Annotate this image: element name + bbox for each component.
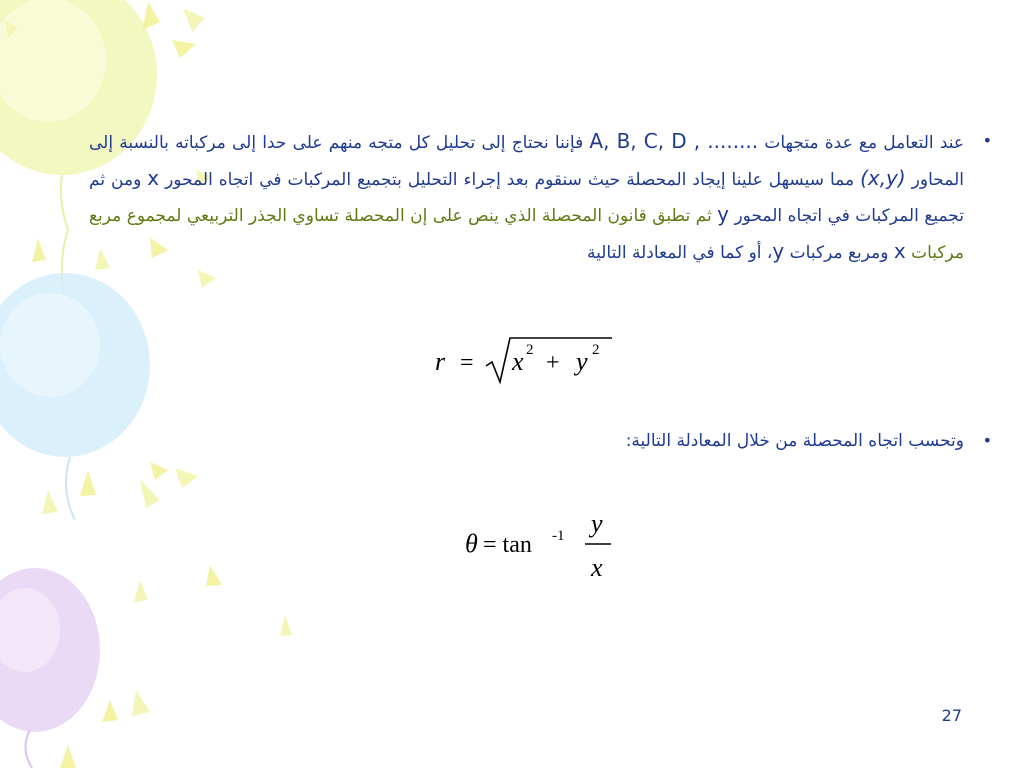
page-number: 27: [941, 706, 962, 725]
bullet1-text-1: عند التعامل مع عدة متجهات: [758, 133, 965, 153]
formula-r-y-exp: 2: [592, 342, 600, 358]
bullet-paragraph-direction: [89, 424, 992, 459]
formula-r-y: y: [576, 347, 588, 376]
axis-y-label-2: y: [772, 238, 785, 263]
bullet2-text: وتحسب اتجاه المحصلة من خلال المعادلة التالية:: [625, 431, 964, 451]
bullet1-text-6: ومربع مركبات: [784, 242, 894, 263]
vector-list: A, B, C, D , ........: [589, 129, 759, 153]
axis-y-label: y: [717, 202, 730, 226]
axis-x-label-2: x: [893, 238, 906, 263]
bullet-dot: •: [982, 131, 992, 150]
bullet1-text-4: ومن ثم تجميع المركبات في اتجاه المحور: [89, 169, 964, 226]
formula-r-lhs: r: [435, 347, 446, 376]
formula-r-equals: =: [460, 350, 474, 376]
formula-theta-numerator: y: [591, 510, 603, 538]
bullet1-text-7: ، أو كما في المعادلة التالية: [586, 242, 773, 263]
bullet-paragraph-vectors: [89, 124, 992, 270]
direction-formula: [463, 510, 623, 590]
formula-theta-exp: -1: [552, 528, 565, 544]
bullet1-text-3: مما سيسهل علينا إيجاد المحصلة حيث سنقوم بعد إجراء التحليل بتجميع المركبات في اتجاه المحور: [159, 169, 861, 190]
bullet1-text-5: ثم تطبق قانون المحصلة الذي ينص على إن المحصلة تساوي الجذر التربيعي لمجموع مربع مركبات: [89, 206, 964, 263]
formula-theta-lhs: θ: [465, 529, 478, 558]
axis-x-label: x: [147, 165, 160, 190]
resultant-formula: [430, 332, 630, 392]
formula-r-plus: +: [546, 350, 560, 376]
bullet-dot: •: [982, 431, 992, 450]
formula-theta-denominator: x: [591, 553, 603, 582]
formula-theta-tan: = tan: [483, 532, 532, 558]
bullet1-text-2: فإننا نحتاج إلى تحليل كل متجه منهم على حدا إلى مركباته بالنسبة إلى المحاور: [89, 133, 964, 190]
axes-label: (x,y): [860, 165, 906, 190]
formula-r-x-exp: 2: [526, 342, 534, 358]
formula-r-x: x: [512, 347, 524, 376]
